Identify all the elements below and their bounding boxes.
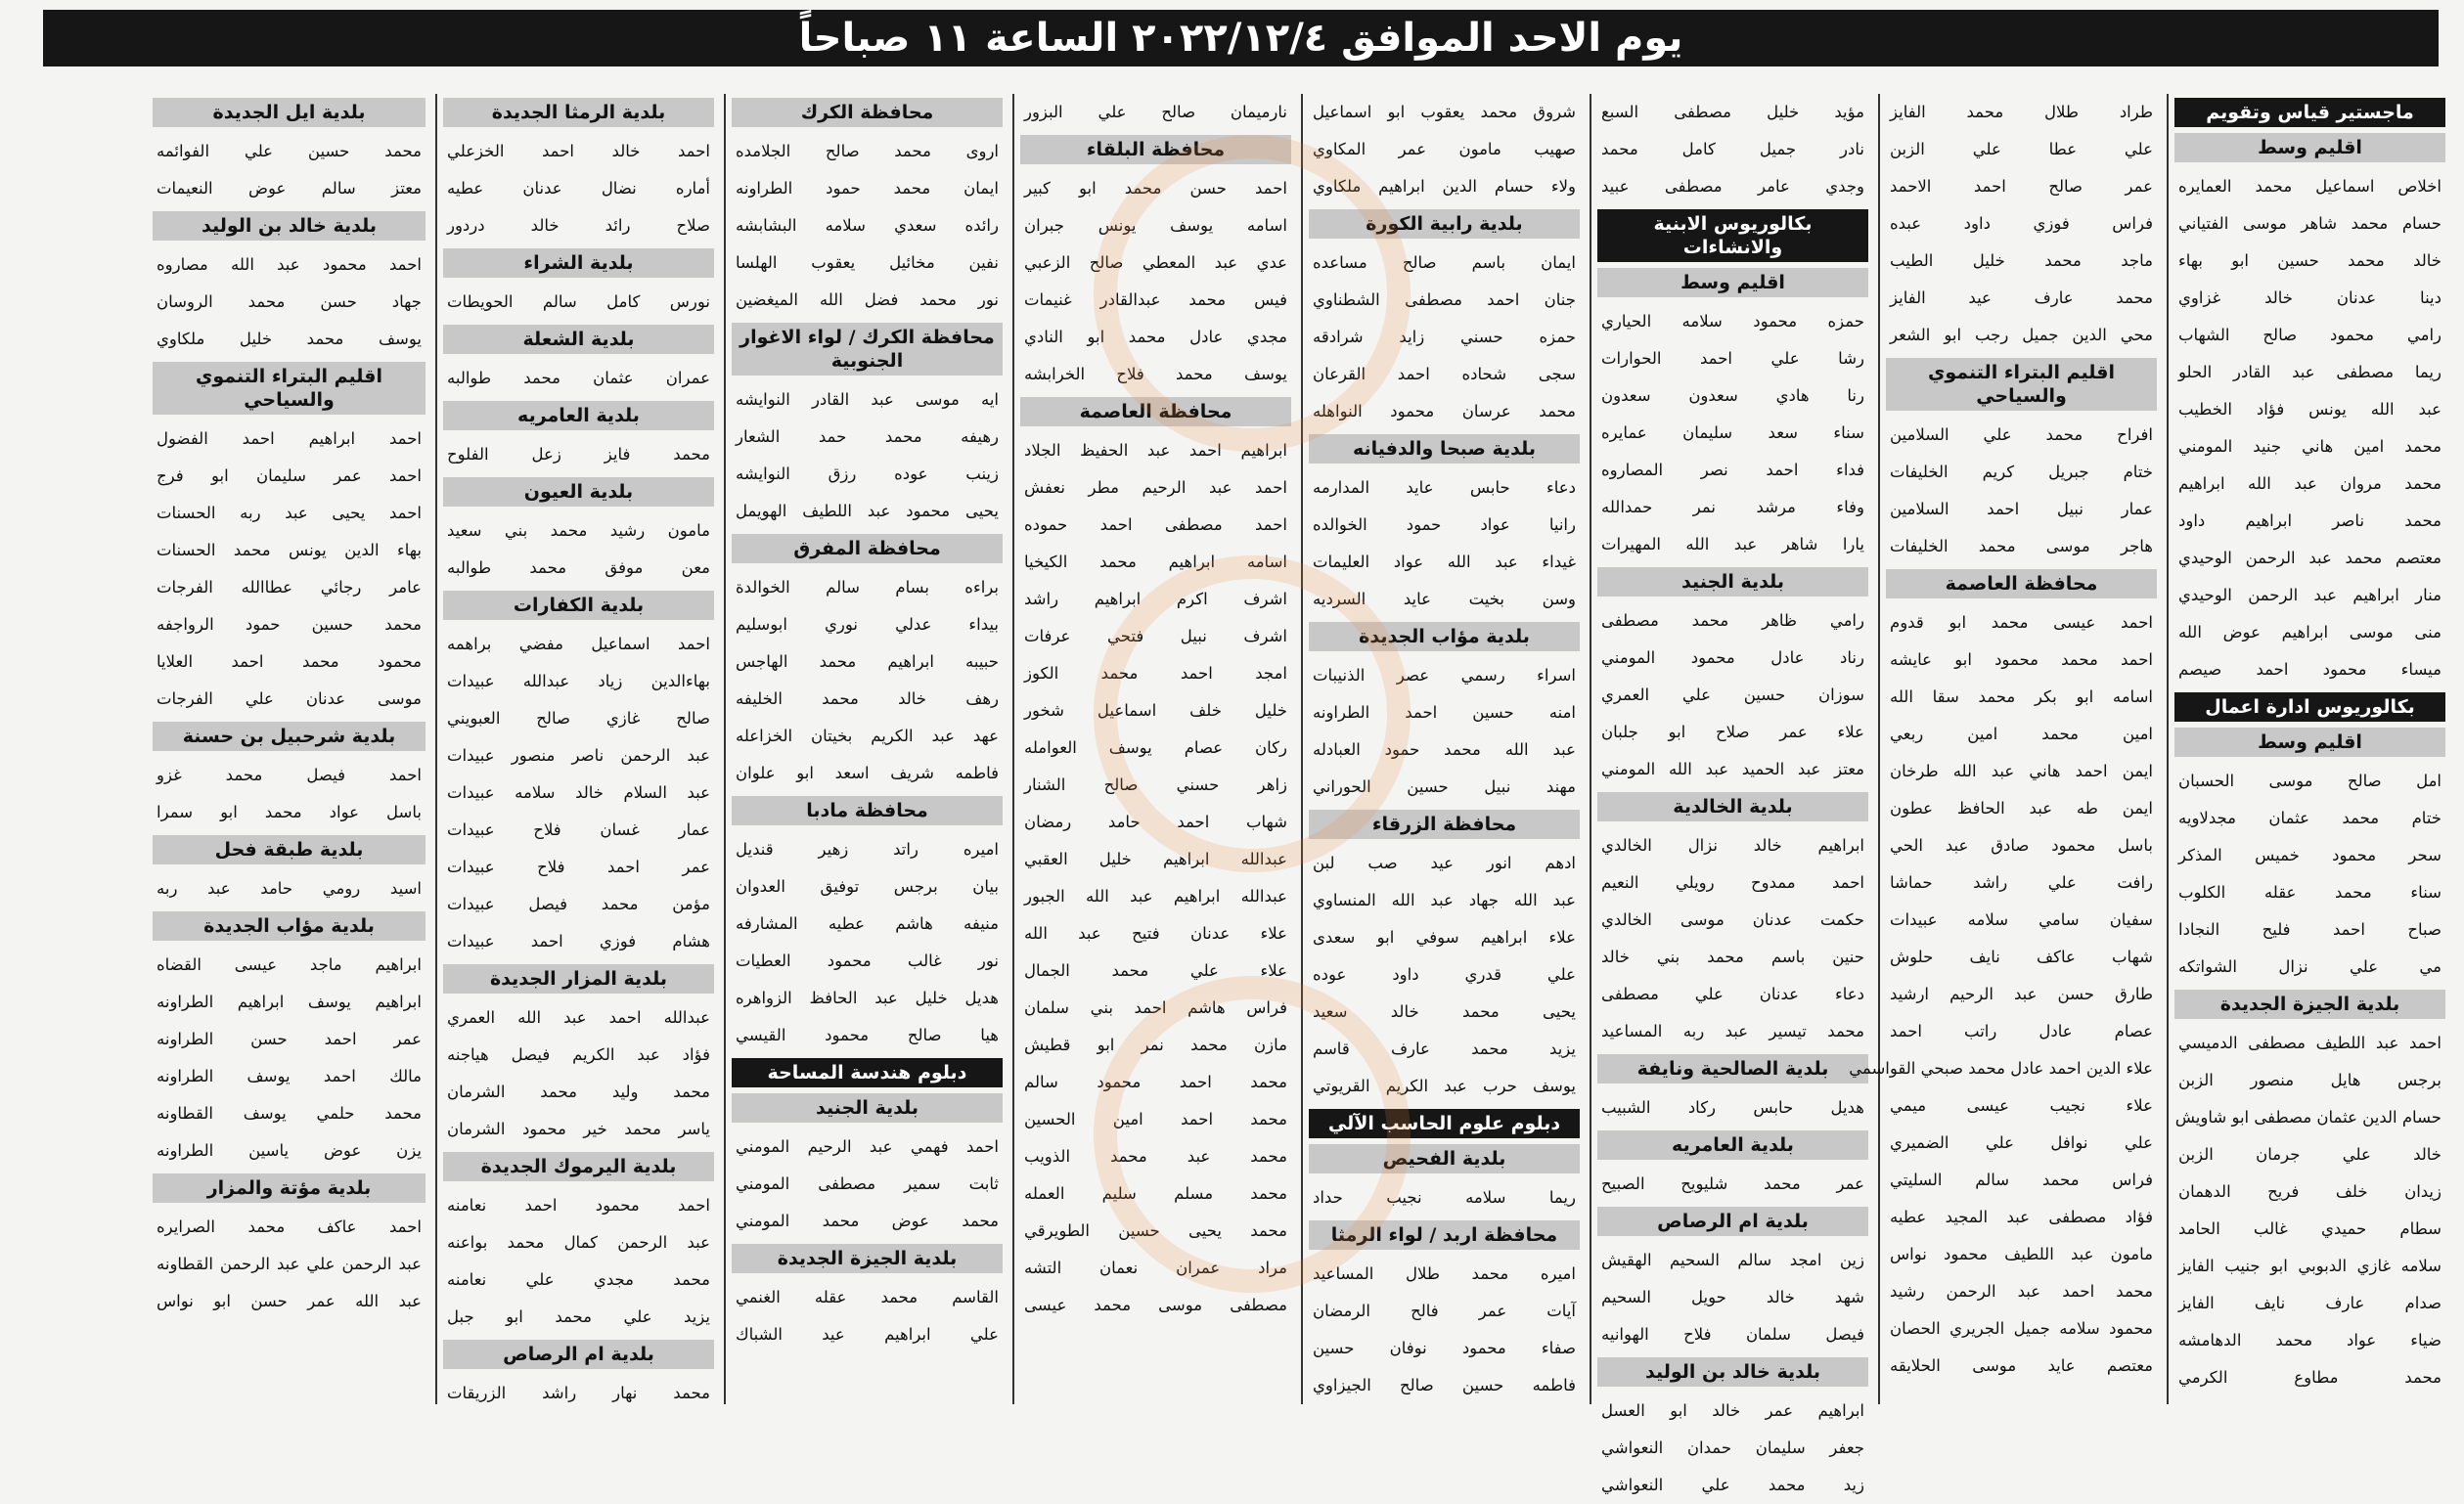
name-entry: احمد اسماعيل مفضي براهمه <box>447 635 710 653</box>
name-entry: نارميمان صالح علي البزور <box>1024 103 1287 121</box>
name-entry: سلامه غازي الدبوبي ابو جنيب الفايز <box>2178 1257 2442 1275</box>
name-entry: امنه حسين احمد الطراونه <box>1313 703 1576 722</box>
name-entry: محمد عارف عيد الفايز <box>1890 288 2153 307</box>
name-entry: يزيد علي محمد ابو جبل <box>447 1307 710 1326</box>
name-entry: غيداء عبد الله عواد العليمات <box>1313 553 1576 571</box>
name-entry: هديل خليل عبد الحافظ الزواهره <box>736 989 999 1007</box>
section-heading: بلدية صبحا والدفيانه <box>1309 434 1580 464</box>
section-heading: محافظة العاصمة <box>1020 397 1291 426</box>
name-entry: يزيد محمد عارف قاسم <box>1313 1040 1576 1058</box>
name-entry: احمد خالد احمد الخزعلي <box>447 142 710 160</box>
name-entry: ضياء عواد محمد الدهامشه <box>2178 1331 2442 1349</box>
name-entry: شهد خالد حويل السحيم <box>1601 1288 1864 1306</box>
name-entry: احمد ابراهيم احمد الفضول <box>157 429 422 448</box>
qualification-heading: ماجستير قياس وتقويم <box>2174 98 2445 127</box>
name-entry: صلاح رائد خالد دردور <box>447 216 710 235</box>
name-entry: عمار غسان فلاح عبيدات <box>447 820 710 839</box>
name-entry: حمزه حسني زايد شرادقه <box>1313 328 1576 346</box>
name-entry: مهند نبيل حسين الحوراني <box>1313 777 1576 796</box>
name-entry: يوسف محمد خليل ملكاوي <box>157 330 422 348</box>
name-column <box>724 94 1003 1404</box>
section-heading: بلدية ام الرصاص <box>1597 1207 1868 1236</box>
name-entry: علي ابراهيم عيد الشباك <box>736 1325 999 1344</box>
name-entry: ابراهيم عمر خالد ابو العسل <box>1601 1401 1864 1420</box>
name-entry: براءه بسام سالم الخوالدة <box>736 578 999 597</box>
name-entry: باسل عواد محمد ابو سمرا <box>157 803 422 821</box>
name-entry: منار ابراهيم عبد الرحمن الوحيدي <box>2178 586 2442 604</box>
name-entry: رهيفه محمد حمد الشعار <box>736 427 999 446</box>
name-entry: وسن بخيت عايد السرديه <box>1313 590 1576 608</box>
name-entry: محمد حلمي يوسف القطاونه <box>157 1104 422 1123</box>
qualification-heading: دبلوم علوم الحاسب الآلي <box>1309 1109 1580 1138</box>
name-entry: ادهم انور عيد صب لبن <box>1313 854 1576 872</box>
name-entry: زاهر حسني صالح الشنار <box>1024 775 1287 794</box>
name-entry: نور محمد فضل الله الميغضين <box>736 290 999 309</box>
name-entry: رناد عادل محمود المومني <box>1601 648 1864 667</box>
name-entry: رامي محمود صالح الشهاب <box>2178 326 2442 344</box>
name-entry: يوسف حرب عبد الكريم القريوتي <box>1313 1077 1576 1095</box>
section-heading: اقليم وسط <box>1597 268 1868 297</box>
name-entry: معتصم محمد عبد الرحمن الوحيدي <box>2178 549 2442 567</box>
name-entry: محمد مجدي علي نعامنه <box>447 1270 710 1289</box>
name-entry: امجد احمد محمد الكوز <box>1024 664 1287 683</box>
name-entry: احمد مصطفى احمد حموده <box>1024 515 1287 534</box>
section-heading: بلدية الجنيد <box>732 1093 1003 1123</box>
name-entry: هاجر موسى محمد الخليفات <box>1890 537 2153 555</box>
name-entry: شهاب عاكف نايف حلوش <box>1890 948 2153 966</box>
section-heading: محافظة المفرق <box>732 534 1003 563</box>
name-entry: علي عطا علي الزبن <box>1890 140 2153 158</box>
name-entry: نفين مخائيل يعقوب الهلسا <box>736 253 999 272</box>
name-entry: احمد محمد محمود ابو عايشه <box>1890 650 2153 669</box>
name-entry: حمزه محمود سلامه الحياري <box>1601 312 1864 331</box>
name-entry: سناء محمد عقله الكلوب <box>2178 883 2442 902</box>
name-entry: عبدالله احمد عبد الله العمري <box>447 1008 710 1027</box>
section-heading: بلدية الخالدية <box>1597 792 1868 821</box>
name-entry: صهيب مامون عمر المكاوي <box>1313 140 1576 158</box>
name-entry: فراس محمد سالم السليتي <box>1890 1171 2153 1189</box>
name-entry: احمد ممدوح رويلي النعيم <box>1601 873 1864 892</box>
name-entry: اسامه ابراهيم محمد الكيخيا <box>1024 553 1287 571</box>
name-entry: امين محمد امين ربعي <box>1890 725 2153 743</box>
name-entry: اشرف نبيل فتحي عرفات <box>1024 627 1287 645</box>
section-heading: محافظة الزرقاء <box>1309 810 1580 839</box>
name-entry: احمد محمود عبد الله مصاروه <box>157 255 422 274</box>
section-heading: اقليم البتراء التنموي والسياحي <box>153 362 426 415</box>
name-entry: محمود سلامه جميل الجريري الحصان <box>1890 1319 2153 1338</box>
name-entry: محمد فايز زعل الفلوح <box>447 445 710 464</box>
name-entry: ختام جبريل كريم الخليفات <box>1890 463 2153 481</box>
name-entry: محمد تيسير عبد ربه المساعيد <box>1601 1022 1864 1040</box>
name-entry: علاء علي محمد الجمال <box>1024 961 1287 980</box>
name-entry: عدي عبد المعطي صالح الزعبي <box>1024 253 1287 272</box>
name-entry: زين امجد سالم السحيم الهقيش <box>1601 1251 1864 1269</box>
section-heading: اقليم البتراء التنموي والسياحي <box>1886 358 2157 411</box>
name-entry: افراح محمد علي السلامين <box>1890 425 2153 444</box>
name-entry: اروى محمد صالح الجلامده <box>736 142 999 160</box>
name-entry: عبد السلام خالد سلامه عبيدات <box>447 783 710 802</box>
qualification-heading: بكالوريوس ادارة اعمال <box>2174 692 2445 722</box>
name-entry: منى موسى ابراهيم عوض الله <box>2178 623 2442 641</box>
name-entry: محمد احمد عبد الرحمن رشيد <box>1890 1282 2153 1301</box>
name-entry: عمار نبيل احمد السلامين <box>1890 500 2153 518</box>
name-entry: جعفر سليمان حمدان النعواشي <box>1601 1438 1864 1457</box>
qualification-heading: بكالوريوس الابنية والانشاءات <box>1597 209 1868 262</box>
name-entry: محمد احمد امين الحسين <box>1024 1110 1287 1128</box>
name-entry: رنا هادي سعدون سعدون <box>1601 386 1864 405</box>
name-column <box>1012 94 1291 1404</box>
name-entry: احمد عاكف محمد الصرايره <box>157 1217 422 1236</box>
name-entry: ايه موسى عبد القادر النوايشه <box>736 390 999 409</box>
section-heading: بلدية الكفارات <box>443 591 714 620</box>
section-heading: اقليم وسط <box>2174 133 2445 162</box>
name-entry: محمود محمد احمد العلايا <box>157 652 422 671</box>
name-entry: ابراهيم ماجد عيسى القضاه <box>157 955 422 974</box>
name-entry: علي نوافل علي الضميري <box>1890 1133 2153 1152</box>
name-entry: عامر رجائي عطاالله الفرجات <box>157 578 422 597</box>
name-entry: عهد عبد الكريم بخيتان الخزاعله <box>736 727 999 745</box>
name-entry: طراد طلال محمد الفايز <box>1890 103 2153 121</box>
section-heading: بلدية العامريه <box>443 401 714 430</box>
name-entry: حكمت عدنان موسى الخالدي <box>1601 910 1864 929</box>
name-entry: مامون عبد اللطيف محمود نواس <box>1890 1245 2153 1263</box>
name-entry: خالد علي جرمان الزبن <box>2178 1145 2442 1164</box>
section-heading: بلدية ام الرصاص <box>443 1340 714 1369</box>
section-heading: محافظة مادبا <box>732 796 1003 825</box>
section-heading: بلدية المزار الجديدة <box>443 964 714 994</box>
name-entry: شهاب احمد حامد رمضان <box>1024 813 1287 831</box>
name-entry: فراس هاشم احمد بني سلمان <box>1024 998 1287 1017</box>
section-heading: محافظة البلقاء <box>1020 135 1291 164</box>
name-entry: ابراهيم خالد نزال الخالدي <box>1601 836 1864 855</box>
name-entry: عبد الله يونس فؤاد الخطيب <box>2178 400 2442 419</box>
name-entry: نادر جميل كامل محمد <box>1601 140 1864 158</box>
name-entry: عصام عادل راتب احمد <box>1890 1022 2153 1040</box>
name-entry: محي الدين جميل رجب ابو الشعر <box>1890 326 2153 344</box>
name-entry: مامون رشيد محمد بني سعيد <box>447 521 710 540</box>
name-entry: ميساء محمود احمد صيصم <box>2178 660 2442 679</box>
name-column <box>435 94 714 1404</box>
section-heading: بلدية الشعلة <box>443 325 714 354</box>
qualification-heading: دبلوم هندسة المساحة <box>732 1058 1003 1087</box>
name-entry: معتصم عايد موسى الحلايقه <box>1890 1356 2153 1375</box>
name-entry: احمد حسن محمد ابو كبير <box>1024 179 1287 198</box>
name-entry: مجدي عادل محمد ابو النادي <box>1024 328 1287 346</box>
name-entry: معن موفق محمد طوالبه <box>447 558 710 577</box>
section-heading: بلدية خالد بن الوليد <box>1597 1357 1868 1387</box>
section-heading: بلدية الشراء <box>443 248 714 278</box>
date-banner: يوم الاحد الموافق ٢٠٢٢/١٢/٤ الساعة ١١ صباحاً <box>43 10 2439 66</box>
name-entry: نور غالب محمود العطيات <box>736 951 999 970</box>
name-column <box>1590 94 1868 1494</box>
name-entry: علي قدري داود عوده <box>1313 965 1576 984</box>
name-column <box>2167 94 2445 1404</box>
name-entry: مؤمن محمد فيصل عبيدات <box>447 895 710 913</box>
name-entry: احمد عمر سليمان ابو فرج <box>157 466 422 485</box>
name-entry: هديل حابس ركاد الشبيب <box>1601 1098 1864 1117</box>
name-entry: سطام حميدي غالب الحامد <box>2178 1219 2442 1238</box>
name-entry: اسراء رسمي عصر الذنيبات <box>1313 666 1576 685</box>
section-heading: بلدية الصالحية ونايفة <box>1597 1054 1868 1084</box>
name-entry: عبد الله محمد حمود العبادله <box>1313 740 1576 759</box>
name-entry: محمد حسين حمود الرواجفه <box>157 615 422 634</box>
name-entry: محمد عوض محمد المومني <box>736 1212 999 1230</box>
name-entry: محمد نهار راشد الزريقات <box>447 1384 710 1402</box>
section-heading: محافظة الكرك <box>732 98 1003 127</box>
name-column <box>1301 94 1580 1404</box>
name-entry: ايمان محمد حمود الطراونه <box>736 179 999 198</box>
name-entry: زيدان خلف فريح الدهمان <box>2178 1182 2442 1201</box>
name-entry: بيان برجس توفيق العدوان <box>736 877 999 896</box>
section-heading: محافظة اربد / لواء الرمثا <box>1309 1220 1580 1250</box>
name-entry: مراد عمران نعمان التشه <box>1024 1259 1287 1277</box>
name-entry: باسل محمود صادق عبد الحي <box>1890 836 2153 855</box>
name-entry: ركان عصام يوسف العوامله <box>1024 738 1287 757</box>
name-entry: رائده سعدي سلامه البشابشه <box>736 216 999 235</box>
name-entry: سجى شحاده احمد القرعان <box>1313 365 1576 383</box>
name-entry: محمد امين هاني جنيد المومني <box>2178 437 2442 456</box>
name-entry: احمد عبد اللطيف مصطفى الدميسي <box>2178 1034 2442 1052</box>
name-entry: فؤاد عبد الكريم فيصل هياجنه <box>447 1045 710 1064</box>
name-entry: منيفه هاشم عطيه المشارفه <box>736 914 999 933</box>
name-entry: اسامه يوسف يونس جبران <box>1024 216 1287 235</box>
name-entry: ابراهيم يوسف ابراهيم الطراونه <box>157 993 422 1011</box>
section-heading: بلدية الجنيد <box>1597 567 1868 597</box>
name-entry: بهاء الدين يونس محمد الحسنات <box>157 541 422 559</box>
name-entry: حبيبه ابراهيم محمد الهاجس <box>736 652 999 671</box>
name-entry: فاطمه حسين صالح الجيزاوي <box>1313 1376 1576 1394</box>
name-entry: مي علي نزال الشواتكه <box>2178 957 2442 976</box>
name-entry: امل صالح موسى الحسبان <box>2178 772 2442 790</box>
name-entry: علاء عمر صلاح ابو جلبان <box>1601 723 1864 741</box>
name-entry: صدام عارف نايف الفايز <box>2178 1294 2442 1312</box>
section-heading: بلدية الرمثا الجديدة <box>443 98 714 127</box>
name-entry: آيات عمر فالح الرمضان <box>1313 1302 1576 1320</box>
name-entry: بهاءالدين زياد عبدالله عبيدات <box>447 672 710 690</box>
section-heading: بلدية رابية الكورة <box>1309 209 1580 239</box>
name-column <box>147 94 426 1404</box>
name-entry: ريما مصطفى عبد القادر الحلو <box>2178 363 2442 381</box>
name-entry: حسام الدين عثمان مصطفى ابو شاويش <box>2174 1108 2442 1127</box>
name-entry: فراس فوزي داود عبده <box>1890 214 2153 233</box>
name-entry: عبدالله ابراهيم خليل العقبي <box>1024 850 1287 868</box>
name-entry: محمد مطاوع الكرمي <box>2178 1368 2442 1387</box>
name-entry: معتز عبد الحميد عبد الله المومني <box>1601 760 1864 778</box>
name-entry: ايمن طه عبد الحافظ عطون <box>1890 799 2153 818</box>
name-entry: صفاء محمود نوفان حسين <box>1313 1339 1576 1357</box>
name-entry: هيا صالح محمود القيسي <box>736 1026 999 1044</box>
name-entry: ماجد محمد خليل الطيب <box>1890 251 2153 270</box>
name-entry: شروق محمد يعقوب ابو اسماعيل <box>1313 103 1576 121</box>
name-entry: صالح غازي صالح العبويني <box>447 709 710 728</box>
name-entry: عمران عثمان محمد طوالبه <box>447 369 710 387</box>
name-entry: رامي ظاهر محمد مصطفى <box>1601 611 1864 630</box>
name-entry: عمر احمد فلاح عبيدات <box>447 858 710 876</box>
name-entry: خالد محمد حسين ابو بهاء <box>2178 251 2442 270</box>
name-entry: علاء ابراهيم سوفي ابو سعدى <box>1313 928 1576 947</box>
name-entry: حسام محمد شاهر موسى الفتياني <box>2178 214 2442 233</box>
name-entry: فاطمه شريف اسعد ابو علوان <box>736 764 999 782</box>
name-entry: سفيان سامي سلامه عبيدات <box>1890 910 2153 929</box>
name-entry: عمر احمد حسن الطراونه <box>157 1030 422 1048</box>
name-entry: معتز سالم عوض النعيمات <box>157 179 422 198</box>
name-entry: احمد عبد الرحيم مطر نعفش <box>1024 478 1287 497</box>
name-entry: طارق حسن عبد الرحيم ارشيد <box>1890 985 2153 1003</box>
name-entry: رشا علي احمد الحوارات <box>1601 349 1864 368</box>
name-entry: رانيا عواد حمود الخوالده <box>1313 515 1576 534</box>
name-entry: احمد فيصل محمد غزو <box>157 766 422 784</box>
name-entry: فيس محمد عبدالقادر غنيمات <box>1024 290 1287 309</box>
name-entry: محمد يحيى حسين الطويرقي <box>1024 1221 1287 1240</box>
name-entry: زيد محمد علي النعواشي <box>1601 1476 1864 1494</box>
name-entry: عبد الله جهاد عبد الله المنساوي <box>1313 891 1576 909</box>
section-heading: بلدية مؤاب الجديدة <box>153 911 426 941</box>
section-heading: بلدية مؤتة والمزار <box>153 1173 426 1203</box>
name-entry: محمد وليد محمد الشرمان <box>447 1083 710 1101</box>
name-entry: محمد مسلم سليم العمله <box>1024 1184 1287 1203</box>
section-heading: بلدية ايل الجديدة <box>153 98 426 127</box>
name-entry: عمر محمد شليويح الصبيح <box>1601 1174 1864 1193</box>
name-entry: دينا عدنان خالد غزاوي <box>2178 288 2442 307</box>
section-heading: محافظة الكرك / لواء الاغوار الجنوبية <box>732 323 1003 376</box>
name-entry: محمد حسين علي الفوائمه <box>157 142 422 160</box>
name-entry: مصطفى موسى محمد عيسى <box>1024 1296 1287 1314</box>
columns-container <box>14 94 2450 1494</box>
name-entry: علاء الدين احمد عادل محمد صبحي القواسمي <box>1849 1059 2153 1078</box>
name-entry: علاء نجيب عيسى ميمي <box>1890 1096 2153 1115</box>
name-entry: موسى عدنان علي الفرجات <box>157 689 422 708</box>
name-entry: هشام فوزي احمد عبيدات <box>447 932 710 951</box>
name-entry: محمد مروان عبد الله ابراهيم <box>2178 474 2442 493</box>
name-entry: محمد عبد محمد الذويب <box>1024 1147 1287 1166</box>
name-entry: عبد الله عمر حسن ابو نواس <box>157 1292 422 1310</box>
name-entry: مازن محمد نمر ابو قطيش <box>1024 1036 1287 1054</box>
name-entry: فداء احمد نصر المصاروه <box>1601 461 1864 479</box>
name-entry: اميره راتد زهير قنديل <box>736 840 999 859</box>
name-entry: جنان احمد مصطفى الشطناوي <box>1313 290 1576 309</box>
name-entry: القاسم محمد عقله الغنمي <box>736 1288 999 1306</box>
name-entry: ابراهيم احمد عبد الحفيظ الجلاد <box>1024 441 1287 460</box>
name-entry: زينب عوده رزق النوايشه <box>736 464 999 483</box>
name-entry: ولاء حسام الدين ابراهيم ملكاوي <box>1313 177 1576 196</box>
name-entry: جهاد حسن محمد الروسان <box>157 292 422 311</box>
name-column <box>1849 94 2157 1404</box>
name-entry: يوسف محمد فلاح الخرابشه <box>1024 365 1287 383</box>
name-entry: فيصل سلمان فلاح الهوانيه <box>1601 1325 1864 1344</box>
name-entry: ياسر محمد خير محمود الشرمان <box>447 1120 710 1138</box>
name-entry: رافت علي راشد حماشا <box>1890 873 2153 892</box>
name-entry: مالك احمد يوسف الطراونه <box>157 1067 422 1085</box>
name-entry: دعاء حابس عايد المدارمه <box>1313 478 1576 497</box>
name-entry: يزن عوض ياسين الطراونه <box>157 1141 422 1160</box>
name-entry: احمد عيسى محمد ابو قدوم <box>1890 613 2153 632</box>
name-entry: عمر صالح احمد الاحمد <box>1890 177 2153 196</box>
name-entry: سناء سعد سليمان عمايره <box>1601 423 1864 442</box>
name-entry: فؤاد مصطفى عبد المجيد عطيه <box>1890 1208 2153 1226</box>
name-entry: ثابت سمير مصطفى المومني <box>736 1174 999 1193</box>
section-heading: بلدية الفحيص <box>1309 1144 1580 1173</box>
name-entry: يارا شاهر عبد الله المهيرات <box>1601 535 1864 553</box>
section-heading: بلدية خالد بن الوليد <box>153 211 426 241</box>
name-entry: أماره نضال عدنان عطيه <box>447 179 710 198</box>
name-entry: ختام محمد عثمان مجدلاويه <box>2178 809 2442 827</box>
name-entry: اسامه ابو بكر محمد سقا الله <box>1890 687 2153 706</box>
name-entry: عبد الرحمن علي عبد الرحمن القطاونه <box>157 1255 422 1273</box>
name-entry: سحر محمود خميس المذكر <box>2178 846 2442 864</box>
name-entry: محمد احمد محمود سالم <box>1024 1073 1287 1091</box>
name-entry: بيداء عدلي نوري ابوسليم <box>736 615 999 634</box>
name-entry: محمد ناصر ابراهيم داود <box>2178 511 2442 530</box>
section-heading: بلدية الجيزة الجديدة <box>2174 990 2445 1019</box>
section-heading: بلدية مؤاب الجديدة <box>1309 622 1580 651</box>
name-entry: يحيى محمد خالد سعيد <box>1313 1002 1576 1021</box>
name-entry: سوزان حسين علي العمري <box>1601 686 1864 704</box>
section-heading: بلدية العامريه <box>1597 1130 1868 1160</box>
name-entry: ايمان باسم صالح مساعده <box>1313 253 1576 272</box>
name-entry: خليل خلف اسماعيل شخور <box>1024 701 1287 720</box>
name-entry: رهف خالد محمد الخليفه <box>736 689 999 708</box>
name-entry: احمد فهمي عبد الرحيم المومني <box>736 1137 999 1156</box>
section-heading: محافظة العاصمة <box>1886 569 2157 598</box>
section-heading: اقليم وسط <box>2174 728 2445 757</box>
name-entry: اشرف اكرم ابراهيم راشد <box>1024 590 1287 608</box>
name-entry: اميره محمد طلال المساعيد <box>1313 1264 1576 1283</box>
name-entry: وجدي عامر مصطفى عبيد <box>1601 177 1864 196</box>
section-heading: بلدية شرحبيل بن حسنة <box>153 722 426 751</box>
name-entry: دعاء عدنان علي مصطفى <box>1601 985 1864 1003</box>
name-entry: يحيى محمود عبد اللطيف الهويمل <box>736 502 999 520</box>
section-heading: بلدية طبقة فحل <box>153 835 426 864</box>
name-entry: ايمن احمد هاني عبد الله طرخان <box>1890 762 2153 780</box>
section-heading: بلدية العيون <box>443 477 714 507</box>
name-entry: وفاء مرشد نمر حمدالله <box>1601 498 1864 516</box>
name-entry: حنين باسم محمد بني خالد <box>1601 948 1864 966</box>
name-entry: اسيد رومي حامد عبد ربه <box>157 879 422 898</box>
name-entry: احمد يحيى عبد ربه الحسنات <box>157 504 422 522</box>
name-entry: علاء عدنان فتيح عبد الله <box>1024 924 1287 943</box>
section-heading: بلدية الجيزة الجديدة <box>732 1244 1003 1273</box>
section-heading: بلدية اليرموك الجديدة <box>443 1152 714 1181</box>
name-entry: برجس هايل منصور الزبن <box>2178 1071 2442 1089</box>
name-entry: ريما سلامه نجيب حداد <box>1313 1188 1576 1207</box>
name-entry: محمد عرسان محمود النواهله <box>1313 402 1576 420</box>
name-entry: اخلاص اسماعيل محمد العمايره <box>2178 177 2442 196</box>
name-entry: صباح احمد فليح النجادا <box>2178 920 2442 939</box>
name-entry: مؤيد خليل مصطفى السبع <box>1601 103 1864 121</box>
name-entry: نورس كامل سالم الحويطات <box>447 292 710 311</box>
name-entry: احمد محمود احمد نعامنه <box>447 1196 710 1215</box>
name-entry: عبد الرحمن كمال محمد بواعنه <box>447 1233 710 1252</box>
name-entry: عبد الرحمن ناصر منصور عبيدات <box>447 746 710 765</box>
name-entry: عبدالله ابراهيم عبد الله الجبور <box>1024 887 1287 906</box>
